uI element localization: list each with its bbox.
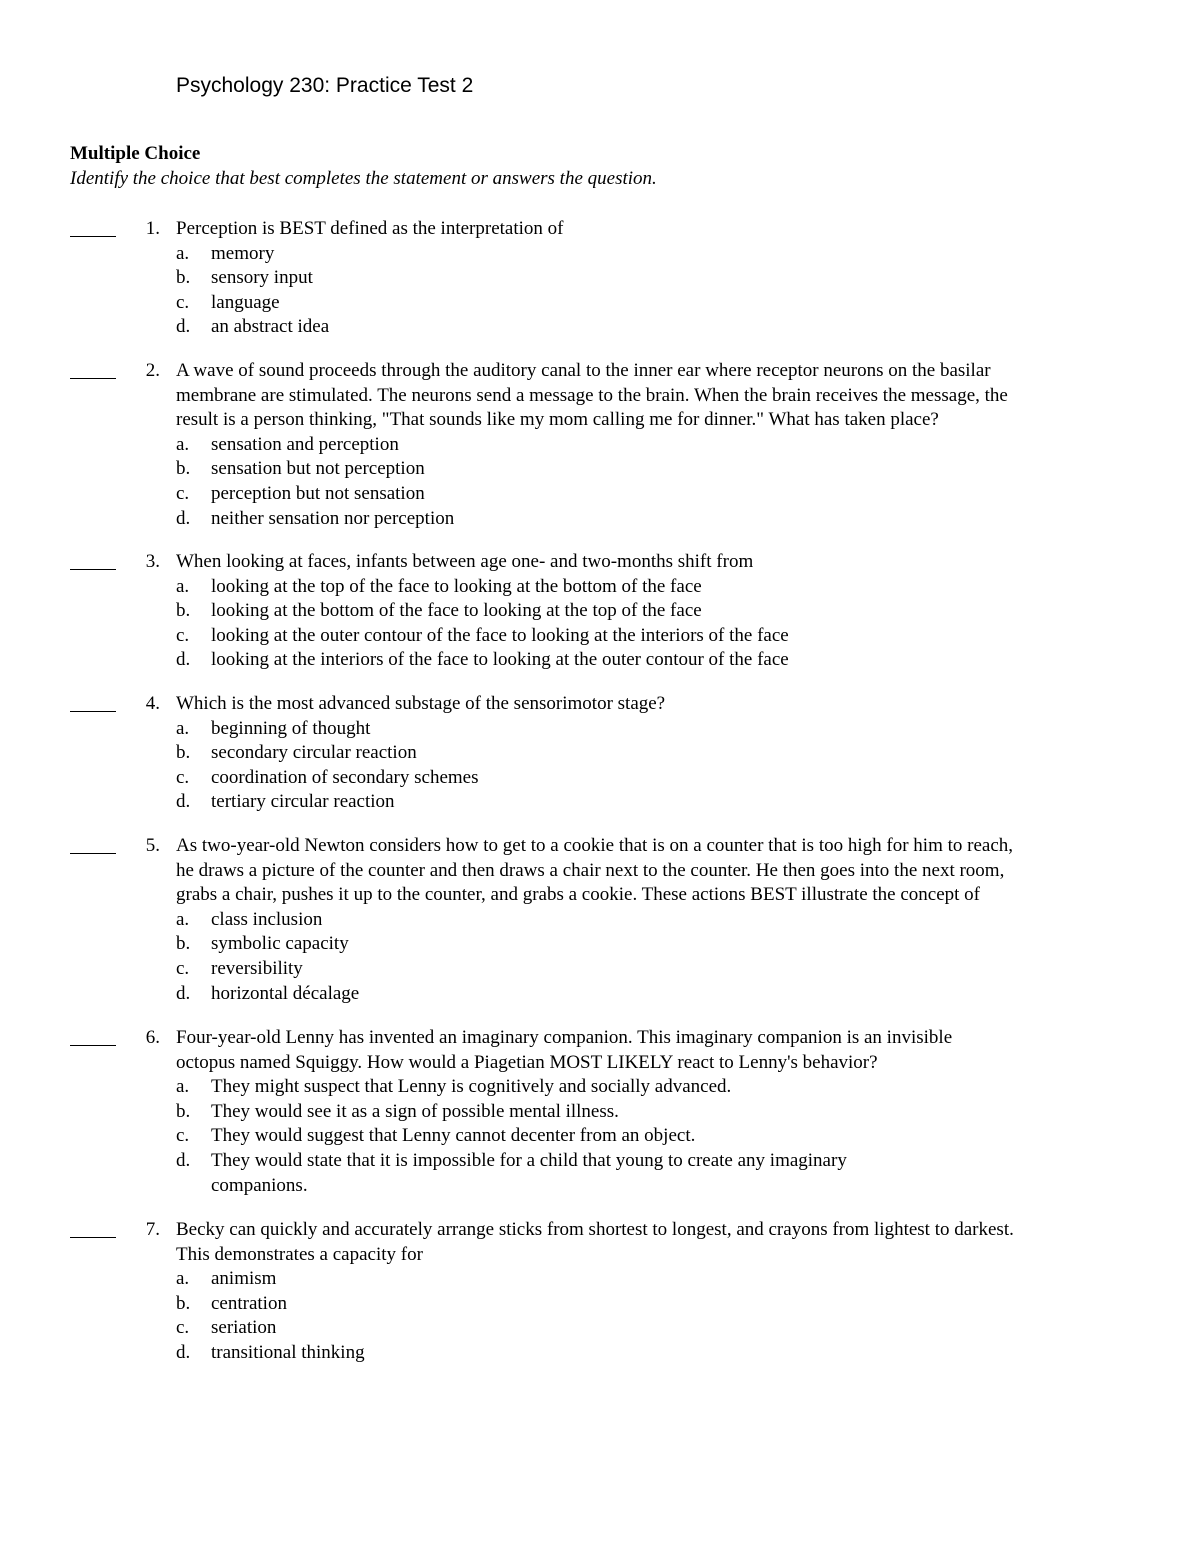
choice-text [211,741,1156,766]
choice-text [211,291,1156,316]
choice-text [211,457,1156,482]
choice-letter: a. [176,1076,190,1098]
answer-choice[interactable] [176,457,1156,482]
answer-blank[interactable] [70,569,116,570]
choice-list [176,908,1156,1006]
choice-letter: b. [176,267,191,289]
question-stem-line: he draws a picture of the counter and then draws a chair next to the counter. He then goes into the next room, [176,859,1005,881]
choice-text [211,507,1156,532]
choice-text [211,599,1156,624]
choice-letter: d. [176,791,191,813]
choice-text-line: perception but not sensation [211,482,425,504]
choice-text [211,433,1156,458]
choice-letter: c. [176,957,190,979]
choice-list [176,1075,1156,1198]
answer-choice[interactable] [176,1100,1156,1125]
choice-letter: c. [176,624,190,646]
choice-text [211,1149,1156,1198]
answer-choice[interactable] [176,717,1156,742]
choice-letter: d. [176,649,191,671]
choice-text [211,1292,1156,1317]
choice-letter: a. [176,1268,190,1290]
question-stem [176,217,1156,242]
answer-choice[interactable] [176,1124,1156,1149]
question-stem-line: When looking at faces, infants between age one- and two-months shift from [176,551,754,572]
choice-letter: b. [176,1292,191,1314]
choice-letter: d. [176,1149,191,1171]
answer-choice[interactable] [176,1292,1156,1317]
answer-blank[interactable] [70,236,116,237]
choice-text [211,648,1156,673]
question-number: 7. [145,1219,160,1240]
choice-text-line: transitional thinking [211,1341,365,1363]
answer-choice[interactable] [176,482,1156,507]
question-stem-line: result is a person thinking, "That sounds like my mom calling me for dinner." What has taken place? [176,409,939,431]
question-number: 5. [145,835,160,856]
answer-choice[interactable] [176,932,1156,957]
question-number: 4. [145,693,160,714]
answer-choice[interactable] [176,1075,1156,1100]
question-number: 2. [145,360,160,381]
answer-choice[interactable] [176,266,1156,291]
choice-text-line: memory [211,242,275,264]
choice-text-line: class inclusion [211,908,323,930]
choice-text-line: looking at the top of the face to looking at the bottom of the face [211,575,702,597]
choice-letter: c. [176,291,190,313]
choice-text-line: coordination of secondary schemes [211,766,479,788]
choice-text [211,1100,1156,1125]
choice-text [211,242,1156,267]
instructions: Identify the choice that best completes the statement or answers the question. [70,168,657,189]
choice-text [211,1316,1156,1341]
answer-choice[interactable] [176,1149,1156,1198]
question-stem [176,1026,1156,1075]
choice-letter: c. [176,482,190,504]
choice-text-line: They would state that it is impossible for a child that young to create any imaginary [211,1149,847,1171]
answer-choice[interactable] [176,242,1156,267]
question-stem-line: This demonstrates a capacity for [176,1243,423,1265]
choice-text [211,482,1156,507]
question-stem-line: As two-year-old Newton considers how to get to a cookie that is on a counter that is too high for him to reach, [176,835,1014,856]
choice-letter: b. [176,600,191,622]
answer-choice[interactable] [176,908,1156,933]
answer-choice[interactable] [176,1341,1156,1366]
question-number: 6. [145,1027,160,1048]
question-stem-line: membrane are stimulated. The neurons send a message to the brain. When the brain receives the message, the [176,384,1008,406]
choice-text [211,1124,1156,1149]
choice-text [211,315,1156,340]
choice-text-line: sensory input [211,267,313,289]
choice-letter: d. [176,507,191,529]
choice-letter: d. [176,1341,191,1363]
choice-text [211,1267,1156,1292]
choice-text [211,766,1156,791]
choice-text-line: looking at the bottom of the face to looking at the top of the face [211,600,702,622]
choice-text-line: tertiary circular reaction [211,791,395,813]
answer-choice[interactable] [176,507,1156,532]
question-stem-line: A wave of sound proceeds through the auditory canal to the inner ear where receptor neurons on the basilar [176,360,991,381]
choice-text-line: symbolic capacity [211,933,349,955]
answer-choice[interactable] [176,433,1156,458]
answer-blank[interactable] [70,378,116,379]
choice-letter: b. [176,742,191,764]
choice-letter: c. [176,766,190,788]
answer-choice[interactable] [176,957,1156,982]
choice-letter: b. [176,933,191,955]
choice-text [211,575,1156,600]
choice-list [176,433,1156,531]
choice-text-line: companions. [211,1174,308,1196]
choice-text [211,1341,1156,1366]
section-heading: Multiple Choice [70,143,201,164]
choice-text-line: looking at the outer contour of the face to looking at the interiors of the face [211,624,789,646]
choice-text-line: an abstract idea [211,316,330,338]
answer-choice[interactable] [176,599,1156,624]
choice-text-line: sensation and perception [211,433,399,455]
choice-letter: a. [176,717,190,739]
answer-choice[interactable] [176,1316,1156,1341]
choice-text [211,957,1156,982]
choice-text-line: beginning of thought [211,717,371,739]
answer-choice[interactable] [176,648,1156,673]
answer-blank[interactable] [70,1237,116,1238]
question-stem [176,359,1156,433]
answer-choice[interactable] [176,315,1156,340]
choice-text [211,717,1156,742]
answer-choice[interactable] [176,1267,1156,1292]
choice-text [211,1075,1156,1100]
choice-text-line: secondary circular reaction [211,742,417,764]
choice-letter: d. [176,982,191,1004]
question-stem [176,550,1156,575]
choice-text-line: animism [211,1268,277,1290]
answer-choice[interactable] [176,766,1156,791]
question-stem-line: Perception is BEST defined as the interpretation of [176,218,564,239]
choice-letter: d. [176,316,191,338]
choice-text-line: sensation but not perception [211,458,425,480]
choice-letter: a. [176,575,190,597]
choice-text [211,266,1156,291]
choice-letter: c. [176,1317,190,1339]
question-stem [176,834,1156,908]
choice-text [211,908,1156,933]
answer-blank[interactable] [70,853,116,854]
choice-letter: a. [176,242,190,264]
choice-list [176,1267,1156,1365]
answer-choice[interactable] [176,291,1156,316]
question-stem-line: Which is the most advanced substage of the sensorimotor stage? [176,693,666,714]
question-stem-line: octopus named Squiggy. How would a Piagetian MOST LIKELY react to Lenny's behavior? [176,1051,878,1073]
choice-text-line: horizontal décalage [211,982,360,1004]
choice-list [176,242,1156,340]
choice-text-line: seriation [211,1317,277,1339]
answer-blank[interactable] [70,1045,116,1046]
choice-letter: a. [176,908,190,930]
choice-letter: c. [176,1125,190,1147]
choice-text-line: centration [211,1292,287,1314]
page-title: Psychology 230: Practice Test 2 [176,74,474,97]
choice-text-line: reversibility [211,957,303,979]
question-number: 3. [145,551,160,572]
choice-letter: b. [176,458,191,480]
answer-choice[interactable] [176,790,1156,815]
choice-letter: a. [176,433,190,455]
choice-text-line: neither sensation nor perception [211,507,455,529]
choice-text [211,932,1156,957]
question-number: 1. [145,218,160,239]
choice-text-line: They would see it as a sign of possible mental illness. [211,1100,619,1122]
answer-choice[interactable] [176,624,1156,649]
choice-text-line: They would suggest that Lenny cannot decenter from an object. [211,1125,696,1147]
choice-text [211,982,1156,1007]
choice-text-line: looking at the interiors of the face to looking at the outer contour of the face [211,649,789,671]
question-stem-line: Becky can quickly and accurately arrange sticks from shortest to longest, and crayons from lightest to darkest. [176,1219,1014,1240]
question-stem-line: Four-year-old Lenny has invented an imaginary companion. This imaginary companion is an invisible [176,1027,953,1048]
choice-text [211,624,1156,649]
answer-choice[interactable] [176,741,1156,766]
answer-blank[interactable] [70,711,116,712]
question-stem [176,1218,1156,1267]
question-stem-line: grabs a chair, pushes it up to the counter, and grabs a cookie. These actions BEST illustrate the concept of [176,884,980,906]
choice-letter: b. [176,1100,191,1122]
choice-list [176,717,1156,815]
choice-text-line: language [211,291,280,313]
answer-choice[interactable] [176,575,1156,600]
question-stem [176,692,1156,717]
choice-list [176,575,1156,673]
choice-text [211,790,1156,815]
answer-choice[interactable] [176,982,1156,1007]
choice-text-line: They might suspect that Lenny is cognitively and socially advanced. [211,1076,732,1098]
